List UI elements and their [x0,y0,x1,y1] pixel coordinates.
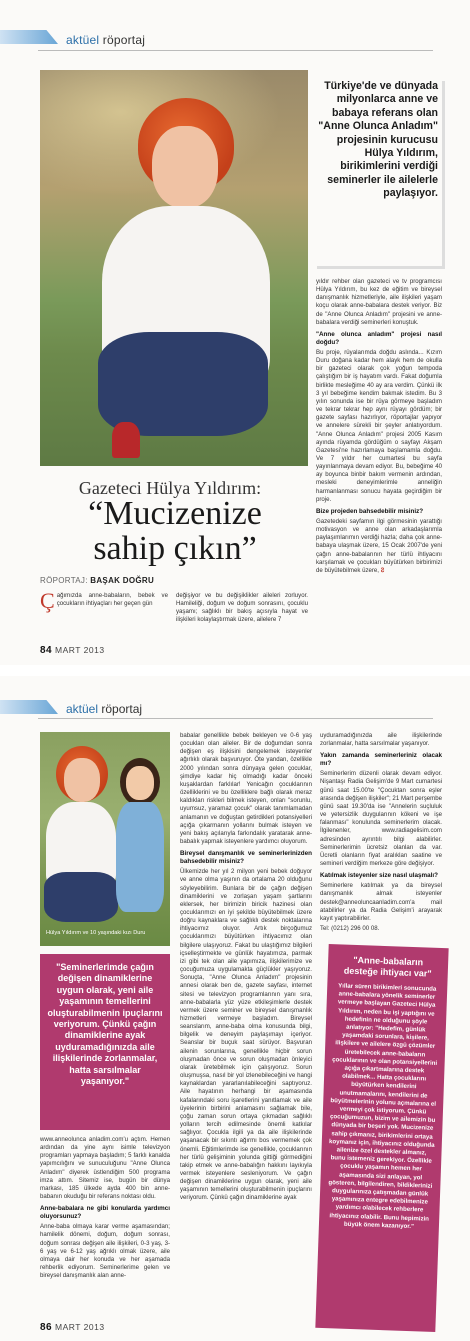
question-heading: Yakın zamanda seminerleriniz olacak mı? [320,752,442,768]
top-rule [38,50,433,51]
sidebar-body: Yıllar süren birikimleri sonucunda anne-babalara yönelik seminerler vermeye başlayan Gazeteci Hülya Yıldırım, neden bu işi yaptığını ve hedefinin ne olduğunu şöyle anlatıyor: "Hedefim, günlük yaşamdaki sorunlara, kişilere, ilişkilere ve ailelere özgü çözümler üretebilecek anne-babaların çocuklarının ve olan potansiyellerini açığa çıkartmalarına destek olabilmek... Hatta çocuklarını büyütürken kendilerini unutmamalarını, kendilerini de büyütmelerinin yolunu açmalarına el vermeyi çok istiyorum. Çünkü çocuğumuzun, bizim ve ailemizin bu dünyada bir beşeri yok. Mucizenize sahip çıkmanız, birikimlerini ortaya koymanız için, ihtiyacınız olduğunda ailenize özel destekler almanız, bunu istemeniz gerekiyor. Özellikle çocuklu yaşamın hemen her aşamasında sizi anlayan, yol gösteren, bilgilendiren, bildiklerinizi duygularınıza çatışmadan günlük yaşamınıza entegre edebilmenize yardımcı olabilecek rehberlere ihtiyacınız olabilir. Bunu hepimizin büyük önem kazanıyor." [328,982,438,1231]
section-label: aktüel röportaj [66,702,143,716]
pull-quote-left: "Seminerlerimde çağın değişen dinamiklerine uygun olarak, yeni aile yaşamının temellerini oluşturabilmenin ipuçlarını veriyorum. Çünkü çağın dinamiklerine ayak uyduramadığınızda aile ilişkilerinde zorlanmalar, hatta sarsılmalar yaşanıyor." [40,954,170,1130]
intro-column-1: Çağımızda anne-babaların, bebek ve çocukların ihtiyaçları her geçen gün [40,588,168,613]
headline-kicker: Gazeteci Hülya Yıldırım: [78,478,262,498]
question-heading: Katılmak isteyenler size nasıl ulaşmalı? [320,872,438,880]
page-folio: 84 MART 2013 [40,645,105,656]
sidebar-heading: "Anne-babaların desteğe ihtiyacı var" [343,954,432,979]
question-heading: Bireysel danışmanlık ve seminerlerinizden bahsedebilir misiniz? [180,850,312,866]
question-heading: Anne-babalara ne gibi konularda yardımcı oluyorsunuz? [40,1205,170,1221]
byline: RÖPORTAJ: BAŞAK DOĞRU [40,576,155,585]
drop-cap: Ç [40,588,55,613]
body-column-3: uyduramadığınızda aile ilişkilerinde zorlanmalar, hatta sarsılmalar yaşanıyor. Yakın zamanda seminerleriniz olacak mı? Seminerlerim düzenli olarak devam ediyor. Nişantaşı Radia Gelişim'de 9 Mart cumartesi günü saat 15.00'te "Çocuktan sonra eşler arasında değişen ilişkiler"; 21 Mart perşembe günü saat 19.30'da ise "Annelerin suçluluk ve yetersizlik duygularının kökeni ve işe falanması" konulunda seminerlerim olacak. İlgilenenler, www.radiagelisim.com adresinden ayrıntılı bilgi alabilirler. Seminerlerimin ücretsiz olanları da var. Ücretli olanların fiyat aralıkları saatine ve semineri verdiğim merkeze göre değişiyor. Katılmak isteyenler size nasıl ulaşmalı? Seminerlere katılmak ya da bireysel danışmanlık almak isteyenler destek@anneoluncaanladim.com'a mail atabilirler ya da Radia Gelişim'i arayarak kayıt yaptırabilirler. Tel: (0212) 296 00 08. [320,732,442,932]
question-heading: Bize projeden bahsedebilir misiniz? [316,507,424,515]
sidebar-box [315,944,448,1332]
question-heading: "Anne olunca anladım" projesi nasıl doğdu? [316,330,442,346]
body-column-2: babalar genellikle bebek bekleyen ve 0-6 yaş çocukları olan aileler. Bir de doğumdan sonra değişen eş ilişkisini dengelemek isteyenler ağırlıklı olarak başvuruyor. Öte yandan, özellikle 2000 yılından sonra dünyaya gelen çocuklar, şimdiye kadar hiç olmadığı kadar önceki kuşaklardan farklılar! Yenicağın çocuklarının özelliklerini ve bu özelliklere bağlı olarak meraz kaldıkları riskleri bilmek isteyen, onları "sorunlu, uyumsuz, yaramaz çocuk" olarak tanımlamadan anlamanın ve doğuştan getirdikleri potansiyelleri açığa çıkarmanın yollarını bulmak isteyen ve yeni bakış açılarıyla farkındalık yaratarak anne-babalık yapmak isteyenlere yardımcı oluyorum. Bireysel danışmanlık ve seminerlerinizden bahsedebilir misiniz? Ülkemizde her yıl 2 milyon yeni bebek doğuyor ve anne olma yaşının da ortalama 20 olduğunu söyleyebilirim. Bunlara bir de çağın değişen dinamiklerini ve zorlaşan yaşam şartlarını eklersek, her birimizin biricik hazinesi olan çocuklarımızı en iyi şekilde büyütebilmek üzere doğru kaynaklara ve sağlıklı destek noktalarına ihtiyacımız oluyor. Artık birçoğumuz çocuklarımızı büyütürken ihtiyacımız olan bilgilere ulaşıyoruz. Fakat bu ulaştığımız bilgileri içselleştirmekte ve günlük hayatımıza, parmak izi gibi tek olan aile yapımıza, ilişkilerimize ve çocuğumuza uygulamakta güçlükler yaşıyoruz. Sonuçta, "Anne Olunca Anladım" projesinin annesi olarak ben de, gazete sayfası, internet sitesi ve televizyon programlarının yanı sıra, anne-babalarla yüz yüze etkileşimlerle destek vermek üzere seminer ve bireysel danışmanlık hizmetleri vermeye başladım. Bireysel seanslarım, anne-baba olma konusunda bilgi, bilgelik ve deneyim paylaşımayı içeriyor. Seanslar bir buçuk saat sürüyor. Başvuran ailenin sorunlarına, genellikle hiçbir sorun oluşmadan önce ve sorun oluşmadan önleyici olarak üretebilmek için çalışıyoruz. Sorun oluşmuşsa, nasıl bir yol izlenebileceğini ve hangi kaynaklardan yararlanılabileceğini saptıyoruz. Aile hayatının herhangi bir aşamasında kafalarındaki soru işaretlerini yanıtlamak ve aile üyelerinin birbirini anlamasını sağlamak bile, çoğu zaman sorun ortaya çıkmadan sağlıklı yolların tercih edilmesinde önemli katkılar sağlıyor. Çocukla ilgili ya da aile ilişkilerinde yaşanacak bir sıkıntı ağırmı bos vermemek çok önemli. Eğitimlerimde ise genellikle, çocuklarının her türlü gelişiminin yolunda gittiği görmediğini takip etmek ve anne-babalığın hakkını layıkıyla vermek isteyenlere sesleniyorum. Ve çağın değişen dinamiklerine uygun olarak, yeni aile yaşamının temellerini oluşturabilmenin ipuçlarını veriyorum. Çünkü çağın dinamiklerine ayak [180,732,312,1202]
body-column-right: yıldır rehber olan gazeteci ve tv programcısı Hülya Yıldırım, bu kez de eğitim ve bireysel danışmanlık hizmetleriyle, aile ilişkileri yaşam koçu olarak anne-babalara destek veriyor. Biz de "Anne Olunca Anladım" projesini ve anne-babalara verdiği seminerleri konuştuk. "Anne olunca anladım" projesi nasıl doğdu? Bu proje, rüyalarımda doğdu aslında... Kızım Duru doğana kadar hem alayk hem de okulla bir gazeteci olarak çok yoğun tempoda çalıştığım bir iş hayatım vardı. Fakat doğumla birlikte mesleğime 40 ay ara verdim. Çünkü ilk 3 yıl bebeğime kendim bakmak istedim. Bu 3 yılın sonunda ise bir rüya görmeye başladım ve tekrar tekrar hep aynı rüyayı gördüm; bir gazete sayfası hazırlıyor, röportajlar yapıyor ve annelere sürekli bir şeyler anlatıyordum. "Anne Olunca Anladım" projesi 2005 Kasım ayında rüyamda gördüğüm o sayfayı Akşam Gazetesi'ne hazırlamaya başlamamla doğdu. Ve 7 yıldır her cumartesi bu sayfa yayınlanmaya devam ediyor. Bu, bebeğime 40 ay boyunca binbir bakım vermenin ardından, mesleki deneyimlerimle anneliğin harmanlanması sonucu hayata geçirdiğim bir proje. Bize projeden bahsedebilir misiniz? Gazetedeki sayfamın ilgi görmesinin yarattığı motivasyon ve anne olan arkadaşlarımla paylaşımlarımın verdiği hazla; daha çok anne-babaya ulaşmak üzere, 15 Ocak 2007'de yeni çağın anne-babalarının her türlü ihtiyacını karşılamak ve çocukları büyütürken birbirimizi de büyütebilmek üzere, Ⴧ [316,278,442,574]
photo-caption: Hülya Yıldırım ve 10 yaşındaki kızı Duru [46,930,146,936]
page-folio: 86 MART 2013 [40,1322,105,1333]
mother-daughter-photo [40,732,170,946]
lead-paragraph: Türkiye'de ve dünyada milyonlarca anne ve babaya referans olan "Anne Olunca Anladım" projesinin kurucusu Hülya Yıldırım, birikimlerini verdiği seminerler ile ailelerle paylaşıyor. [318,80,438,200]
section-label: aktüel röportaj [66,33,146,47]
intro-column-2: değişiyor ve bu değişiklikler aileleri zorluyor. Hamileliği, doğum ve doğum sonrasını, çocuklu yaşamı; sağlıklı bir bakış açısıyla hayat ve ilişkileri kolaylaştırmak üzere, ailelere 7 [176,592,308,624]
magazine-page-84 [0,0,470,665]
end-mark-icon: Ⴧ [380,566,385,574]
body-column-1: www.anneolunca anladim.com'u açtım. Hemen ardından da yine aynı isimle televizyon programları yapmaya başladım; 5 farklı kanalda yapımcılığını ve sunuculuğunu "Anne Olunca Anladım" diyerek üstlendiğim 500 programa imza attım. Sitemiz ise, bugün bir dünya markası, 185 ülkede ayda 400 bin anne-babanın okuduğu bir referans noktası oldu. Anne-babalara ne gibi konularda yardımcı oluyorsunuz? Anne-baba olmaya karar verme aşamasından; hamilelik dönemi, doğum, doğum sonrası, doğum sonrası değişen aile ilişkileri, 0-3 yaş, 3-6 yaş ve 6-12 yaş ağrıklı olmak üzere, aile olmaya dair her konuda ve her aşamada rehberlik ediyorum. Seminerlerime gelen ve bireysel danışmanlık alan anne- [40,1136,170,1280]
portrait-photo [40,70,308,466]
contact-phone: Tel: (0212) 296 00 08. [320,924,380,932]
section-tab-graphic [0,30,58,44]
headline: “Mucizenize sahip çıkın” [88,495,262,567]
top-rule [38,718,433,719]
